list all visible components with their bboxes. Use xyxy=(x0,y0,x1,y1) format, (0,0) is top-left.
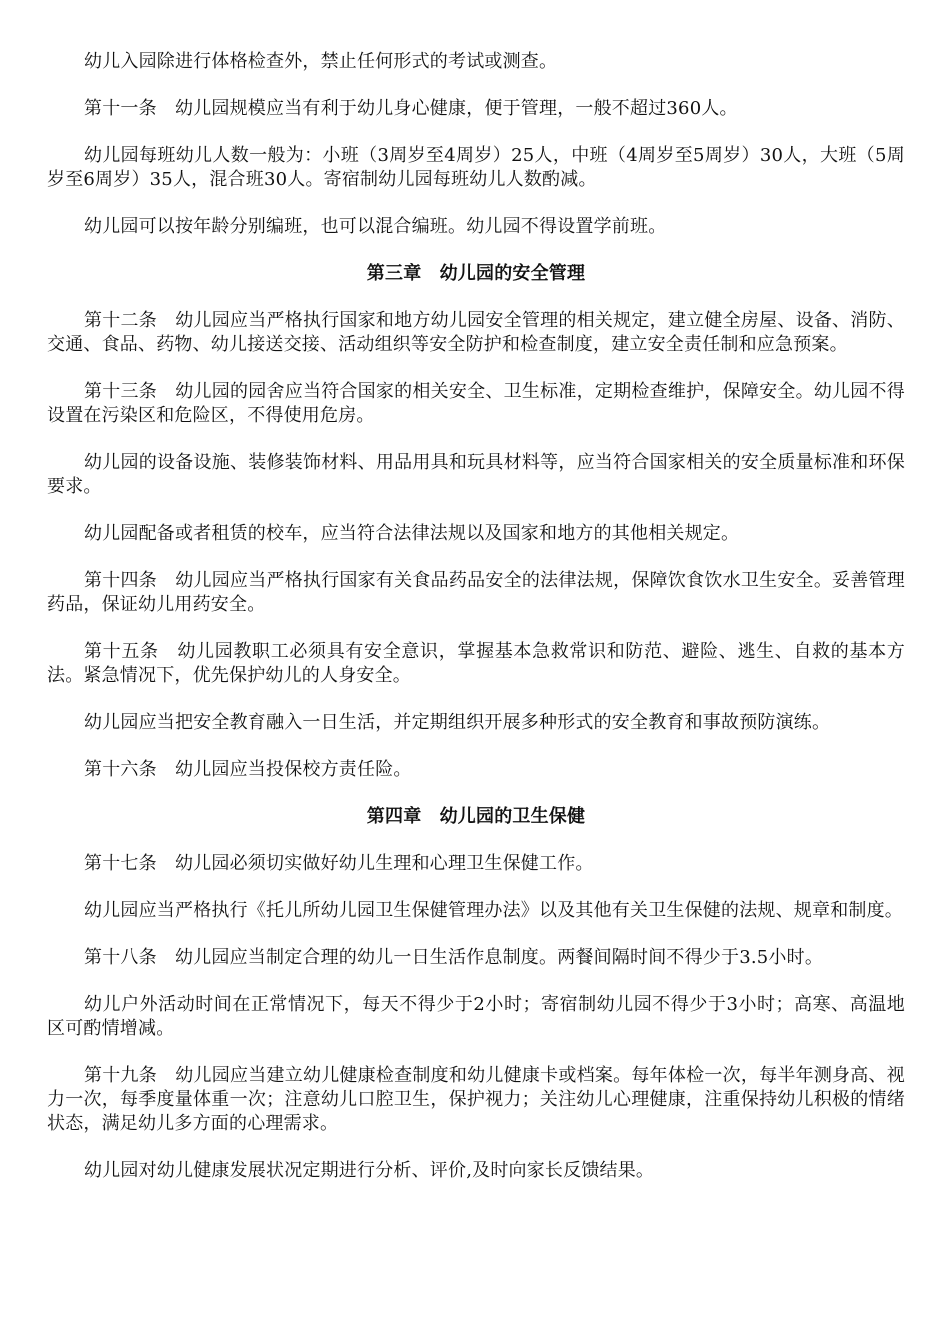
article-19-paragraph: 第十九条 幼儿园应当建立幼儿健康检查制度和幼儿健康卡或档案。每年体检一次，每半年测身高、视力一次，每季度量体重一次；注意幼儿口腔卫生，保护视力；关注幼儿心理健康，注重保持幼儿积极的情绪状态，满足幼儿多方面的心理需求。 xyxy=(47,1065,905,1134)
article-17-paragraph: 第十七条 幼儿园必须切实做好幼儿生理和心理卫生保健工作。 xyxy=(84,853,594,874)
paragraph: 幼儿园配备或者租赁的校车，应当符合法律法规以及国家和地方的其他相关规定。 xyxy=(84,523,740,544)
paragraph: 幼儿园对幼儿健康发展状况定期进行分析、评价,及时向家长反馈结果。 xyxy=(84,1160,655,1181)
paragraph: 幼儿户外活动时间在正常情况下，每天不得少于2小时；寄宿制幼儿园不得少于3小时；高寒、高温地区可酌情增减。 xyxy=(47,994,905,1039)
article-14-paragraph: 第十四条 幼儿园应当严格执行国家有关食品药品安全的法律法规，保障饮食饮水卫生安全。妥善管理药品，保证幼儿用药安全。 xyxy=(47,570,905,615)
article-13-paragraph: 第十三条 幼儿园的园舍应当符合国家的相关安全、卫生标准，定期检查维护，保障安全。幼儿园不得设置在污染区和危险区，不得使用危房。 xyxy=(47,381,905,426)
article-11-paragraph: 第十一条 幼儿园规模应当有利于幼儿身心健康，便于管理，一般不超过360人。 xyxy=(84,98,738,119)
article-12-paragraph: 第十二条 幼儿园应当严格执行国家和地方幼儿园安全管理的相关规定，建立健全房屋、设备、消防、交通、食品、药物、幼儿接送交接、活动组织等安全防护和检查制度，建立安全责任制和应急预案。 xyxy=(47,310,905,355)
chapter-3-heading: 第三章 幼儿园的安全管理 xyxy=(366,263,586,284)
paragraph: 幼儿入园除进行体格检查外，禁止任何形式的考试或测查。 xyxy=(84,51,558,72)
paragraph: 幼儿园每班幼儿人数一般为：小班（3周岁至4周岁）25人，中班（4周岁至5周岁）30人，大班（5周岁至6周岁）35人，混合班30人。寄宿制幼儿园每班幼儿人数酌减。 xyxy=(47,145,905,190)
paragraph: 幼儿园可以按年龄分别编班，也可以混合编班。幼儿园不得设置学前班。 xyxy=(84,216,667,237)
chapter-4-heading: 第四章 幼儿园的卫生保健 xyxy=(366,806,586,827)
article-15-paragraph: 第十五条 幼儿园教职工必须具有安全意识，掌握基本急救常识和防范、避险、逃生、自救的基本方法。紧急情况下，优先保护幼儿的人身安全。 xyxy=(47,641,905,686)
article-16-paragraph: 第十六条 幼儿园应当投保校方责任险。 xyxy=(84,759,412,780)
paragraph: 幼儿园应当把安全教育融入一日生活，并定期组织开展多种形式的安全教育和事故预防演练。 xyxy=(84,712,831,733)
article-18-paragraph: 第十八条 幼儿园应当制定合理的幼儿一日生活作息制度。两餐间隔时间不得少于3.5小时。 xyxy=(84,947,824,968)
paragraph: 幼儿园的设备设施、装修装饰材料、用品用具和玩具材料等，应当符合国家相关的安全质量标准和环保要求。 xyxy=(47,452,905,497)
paragraph: 幼儿园应当严格执行《托儿所幼儿园卫生保健管理办法》以及其他有关卫生保健的法规、规章和制度。 xyxy=(84,900,903,921)
